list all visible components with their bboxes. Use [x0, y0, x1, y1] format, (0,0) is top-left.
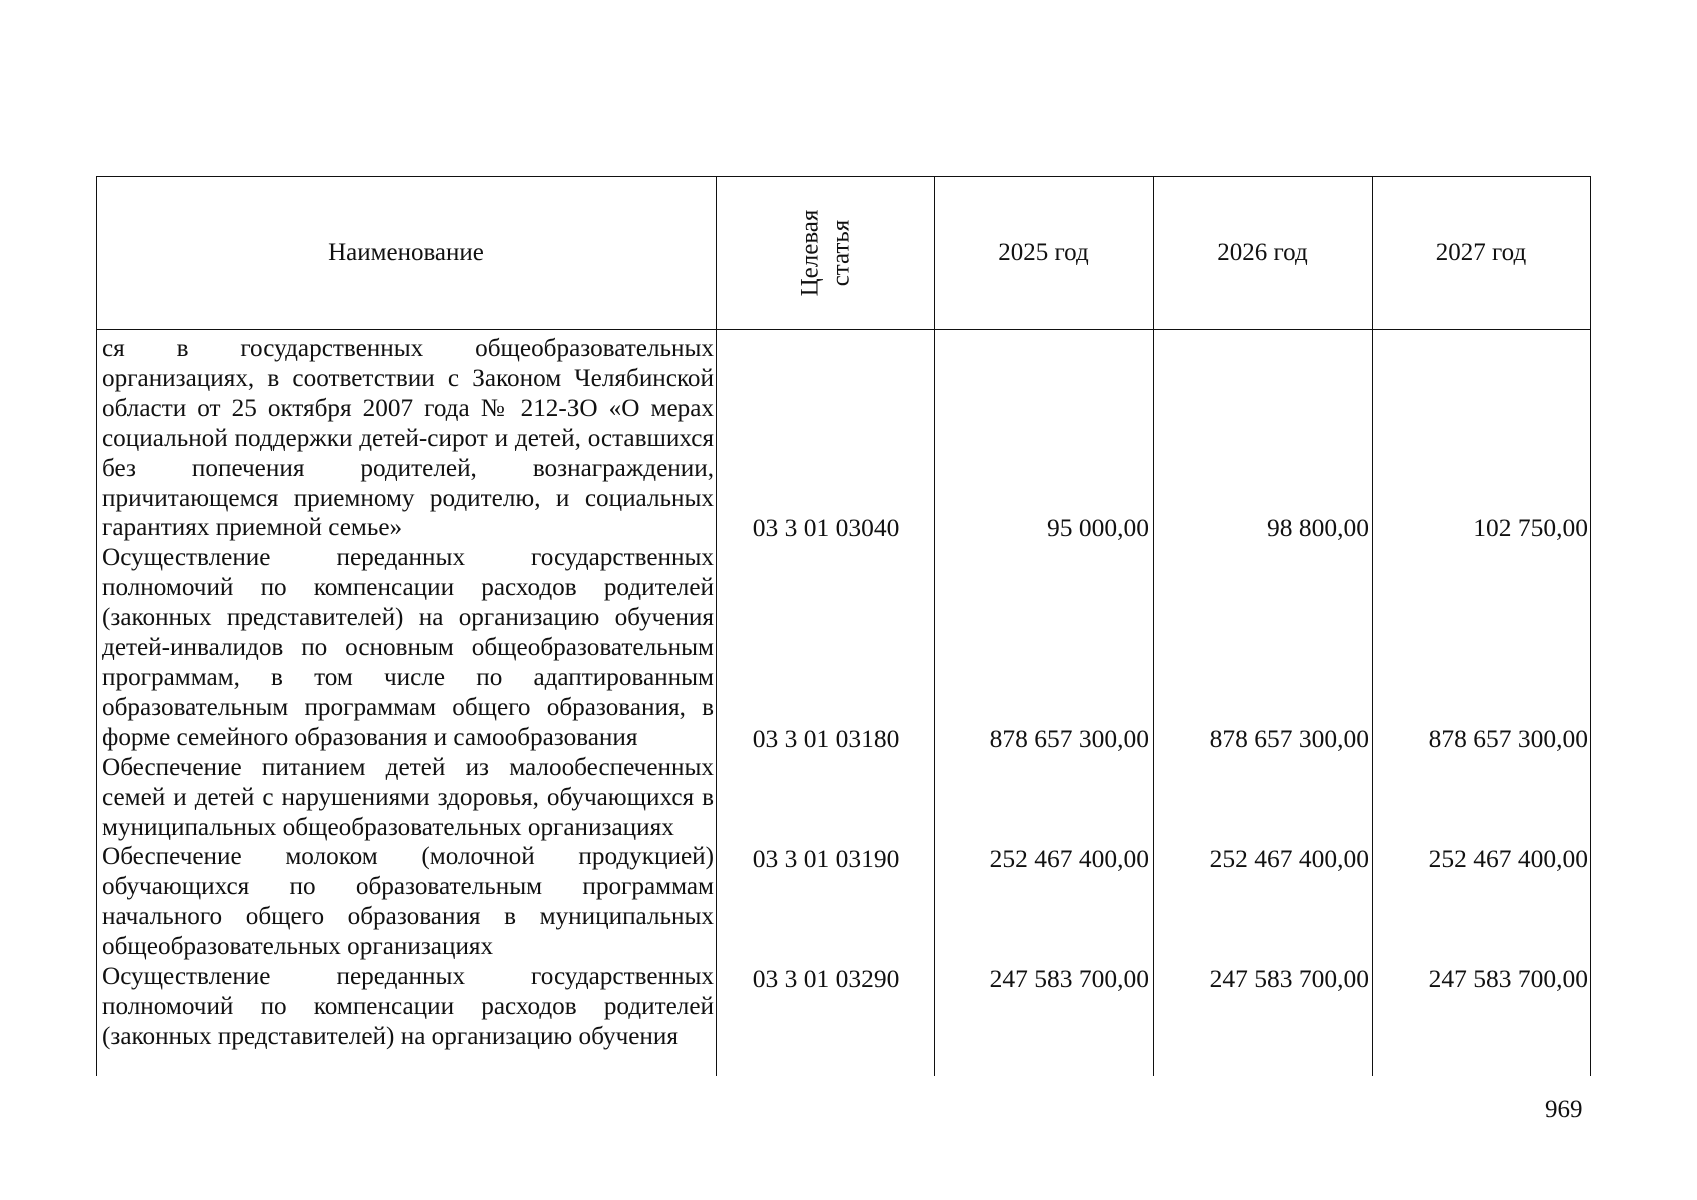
value-2027-cell: 252 467 400,00	[1428, 844, 1588, 873]
name-column	[102, 334, 714, 1052]
header-2025	[934, 176, 1153, 329]
header-code-line2: статья	[826, 219, 854, 286]
page-number: 969	[1545, 1096, 1583, 1123]
value-2026-cell: 252 467 400,00	[1209, 844, 1369, 873]
value-2025-cell: 247 583 700,00	[989, 964, 1149, 993]
header-2025-label: 2025 год	[998, 238, 1089, 266]
value-2027-cell: 102 750,00	[1473, 513, 1588, 542]
header-2026-label: 2026 год	[1217, 238, 1308, 266]
code-cell: 03 3 01 03040	[752, 513, 900, 542]
header-name	[96, 176, 716, 329]
code-cell: 03 3 01 03290	[752, 964, 900, 993]
header-bottom-rule	[96, 329, 1591, 330]
value-2026-cell: 878 657 300,00	[1209, 724, 1369, 753]
name-cell: Обеспечение питанием детей из малообеспеченных семей и детей с нарушениями здоровья, обучающихся в муниципальных общеобразовательных организациях	[102, 753, 714, 841]
table-border-right	[1590, 176, 1591, 1076]
code-cell: 03 3 01 03180	[752, 724, 900, 753]
header-2027-label: 2027 год	[1435, 238, 1527, 266]
header-code-line1: Целевая	[795, 209, 823, 296]
header-name-label: Наименование	[328, 238, 484, 266]
table-row	[96, 964, 1590, 994]
value-2025-cell: 878 657 300,00	[989, 724, 1149, 753]
table-row	[96, 844, 1590, 874]
value-2025-cell: 95 000,00	[1047, 513, 1149, 542]
header-code-label	[794, 209, 856, 296]
table-row	[96, 724, 1590, 754]
code-cell: 03 3 01 03190	[752, 844, 900, 873]
header-2026	[1153, 176, 1372, 329]
name-cell: Обеспечение молоком (молочной продукцией) обучающихся по образовательным программам начального общего образования в муниципальных общеобразовательных организациях	[102, 843, 714, 961]
name-cell: ся в государственных общеобразовательных организациях, в соответствии с Законом Челябинской области от 25 октября 2007 года № 212-ЗО «О мерах социальной поддержки детей-сирот и детей, оставшихся без попечения родителей, вознаграждении, причитающемся приемному родителю, и социальных гарантиях приемной семье»	[102, 335, 714, 542]
value-2026-cell: 247 583 700,00	[1209, 964, 1369, 993]
value-2026-cell: 98 800,00	[1267, 513, 1369, 542]
table-row	[96, 513, 1590, 543]
budget-table	[96, 176, 1590, 1076]
header-2027	[1372, 176, 1590, 329]
name-cell: Осуществление переданных государственных полномочий по компенсации расходов родителей (законных представителей) на организацию обучения	[102, 963, 714, 1050]
value-2025-cell: 252 467 400,00	[989, 844, 1149, 873]
name-cell: Осуществление переданных государственных полномочий по компенсации расходов родителей (законных представителей) на организацию обучения детей-инвалидов по основным общеобразовательным программам, в том числе по адаптированным образовательным программам общего образования, в форме семейного образования и самообразования	[102, 544, 714, 751]
value-2027-cell: 247 583 700,00	[1428, 964, 1588, 993]
header-code	[716, 176, 934, 329]
value-2027-cell: 878 657 300,00	[1428, 724, 1588, 753]
